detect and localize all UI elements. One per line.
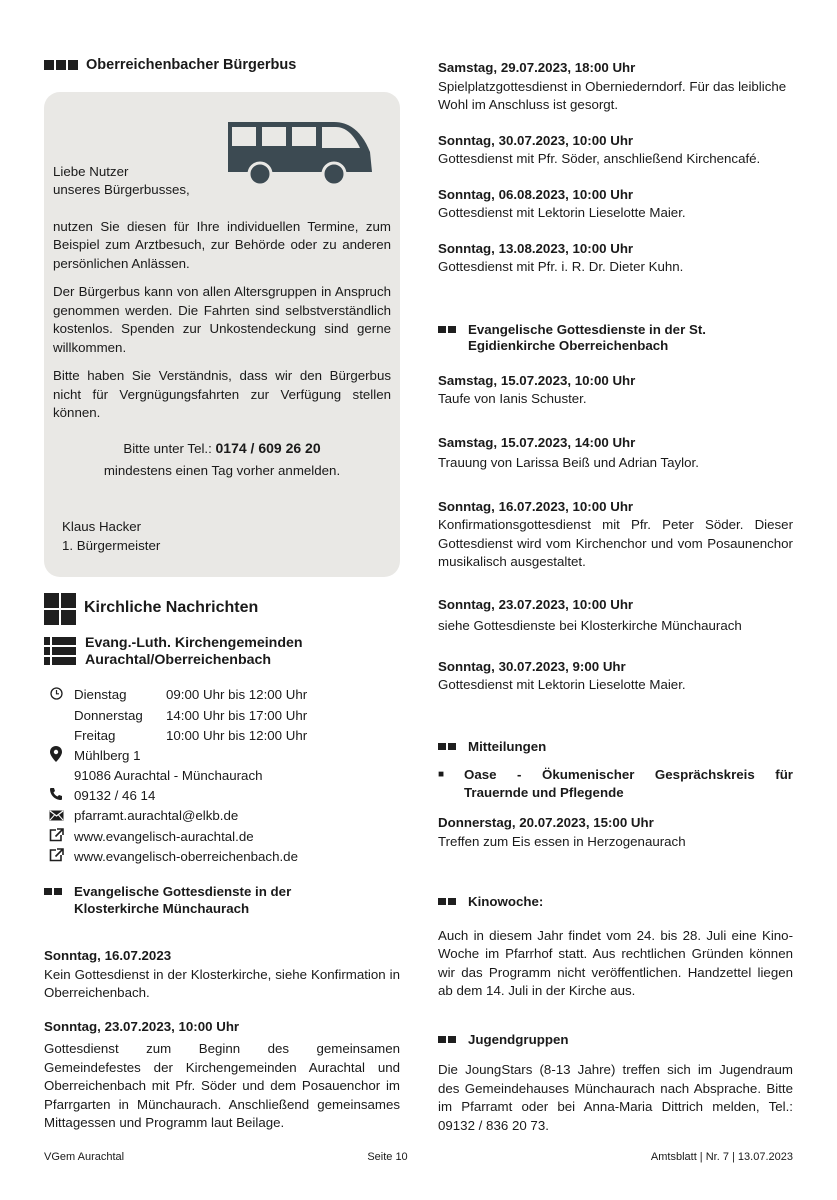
heading-marker-icon bbox=[438, 898, 456, 905]
kinowoche-heading: Kinowoche: bbox=[438, 894, 793, 911]
kloster-heading: Evangelische Gottesdienste in der Klosterkirche Münchaurach bbox=[44, 884, 400, 917]
buergerbus-box bbox=[44, 92, 400, 577]
mitteilungen-bullet: ■ Oase - Ökumenischer Gesprächskreis für Trauernde und Pflegende bbox=[438, 767, 793, 800]
egidien-event: Samstag, 15.07.2023, 10:00 Uhr Taufe von Ianis Schuster. bbox=[438, 372, 636, 406]
buergerbus-paragraph-1: nutzen Sie diesen für Ihre individuellen Termine, zum Beispiel zum Arztbesuch, zur Behörde oder zu anderen persönlichen Anlässen. bbox=[53, 218, 391, 271]
heading-marker-icon bbox=[438, 1036, 456, 1043]
kirche-heading: Kirchliche Nachrichten bbox=[44, 593, 400, 625]
page-number: Seite 10 bbox=[367, 1151, 408, 1163]
call-suffix: mindestens einen Tag vorher anmelden. bbox=[103, 462, 341, 478]
event: Sonntag, 30.07.2023, 10:00 Uhr Gottesdienst mit Pfr. Söder, anschließend Kirchencafé. bbox=[438, 132, 761, 166]
kloster-event: Sonntag, 16.07.2023 Kein Gottesdienst in der Klosterkirche, siehe Konfirmation in Oberreichenbach. bbox=[44, 948, 400, 1001]
address-row: Mühlberg 1 bbox=[46, 746, 400, 766]
signer-name: Klaus Hacker bbox=[62, 518, 142, 534]
location-pin-icon bbox=[46, 746, 66, 767]
signer-title: 1. Bürgermeister bbox=[62, 537, 161, 553]
phone-icon bbox=[46, 787, 66, 806]
hours-row: Freitag 10:00 Uhr bis 12:00 Uhr bbox=[74, 727, 308, 743]
email-link[interactable]: pfarramt.aurachtal@elkb.de bbox=[74, 808, 239, 824]
mitteilungen-event: Donnerstag, 20.07.2023, 15:00 Uhr Treffen zum Eis essen in Herzogenaurach bbox=[438, 815, 686, 849]
egidien-heading: Evangelische Gottesdienste in der St. Egidienkirche Oberreichenbach bbox=[438, 322, 793, 355]
greeting-line-2: unseres Bürgerbusses, bbox=[53, 182, 190, 197]
contact-block bbox=[46, 686, 400, 868]
jugend-heading: Jugendgruppen bbox=[438, 1032, 793, 1049]
buergerbus-paragraph-3: Bitte haben Sie Verständnis, dass wir den Bürgerbus nicht für Vergnügungsfahrten zur Verfügung stellen können. bbox=[53, 368, 391, 420]
web-row bbox=[46, 827, 400, 847]
heading-marker-icon bbox=[44, 888, 62, 895]
bullet-icon: ■ bbox=[438, 769, 445, 780]
heading-marker-icon bbox=[438, 743, 456, 750]
footer-left: VGem Aurachtal bbox=[44, 1151, 125, 1163]
phone-row: 09132 / 46 14 bbox=[46, 786, 400, 806]
grid-icon bbox=[44, 593, 76, 625]
event: Sonntag, 13.08.2023, 10:00 Uhr Gottesdienst mit Pfr. i. R. Dr. Dieter Kuhn. bbox=[438, 240, 684, 274]
heading-marker-icon bbox=[438, 326, 456, 333]
egidien-event: Samstag, 15.07.2023, 14:00 Uhr Trauung von Larissa Beiß und Adrian Taylor. bbox=[438, 434, 699, 470]
kloster-event: Sonntag, 23.07.2023, 10:00 Uhr Gottesdienst zum Beginn des gemeinsamen Gemeindefestes der Kirchengemeinden Aurachtal und Oberreichenbach mit Pfr. Söder und dem Posauenchor im Pfarrgarten in Münchaurach. Anschließend gemeinsames Mittagessen und Programm laut Beilage. bbox=[44, 1018, 400, 1131]
mitteilungen-heading: Mitteilungen bbox=[438, 739, 793, 756]
event: Sonntag, 06.08.2023, 10:00 Uhr Gottesdienst mit Lektorin Lieselotte Maier. bbox=[438, 186, 686, 220]
gemeinde-heading: Evang.-Luth. Kirchengemeinden Aurachtal/Oberreichenbach bbox=[44, 635, 400, 670]
egidien-event: Sonntag, 23.07.2023, 10:00 Uhr siehe Gottesdienste bei Klosterkirche Münchaurach bbox=[438, 596, 742, 633]
bus-icon bbox=[222, 118, 374, 186]
website-link-2[interactable]: www.evangelisch-oberreichenbach.de bbox=[74, 848, 298, 864]
heading-marker-icon bbox=[44, 60, 78, 70]
page-footer bbox=[44, 1148, 793, 1167]
envelope-icon bbox=[46, 807, 66, 826]
egidien-event: Sonntag, 30.07.2023, 9:00 Uhr Gottesdienst mit Lektorin Lieselotte Maier. bbox=[438, 658, 686, 692]
external-link-icon bbox=[46, 828, 66, 847]
address-row-2: 91086 Aurachtal - Münchaurach bbox=[74, 768, 263, 784]
right-column bbox=[438, 59, 793, 1135]
website-link-1[interactable]: www.evangelisch-aurachtal.de bbox=[74, 828, 254, 844]
egidien-event: Sonntag, 16.07.2023, 10:00 Uhr Konfirmationsgottesdienst mit Pfr. Peter Söder. Dieser Gottesdienst wird vom Kirchenchor und vom Posaunenchor musikalisch ausgestaltet. bbox=[438, 498, 793, 569]
buergerbus-paragraph-2: Der Bürgerbus kann von allen Altersgruppen in Anspruch genommen werden. Die Fahrten sind selbstverständlich kostenlos. Spenden zur Unkostendeckung sind gerne willkommen. bbox=[53, 284, 391, 355]
footer-right: Amtsblatt | Nr. 7 | 13.07.2023 bbox=[650, 1151, 793, 1163]
web-row bbox=[46, 847, 400, 867]
list-icon bbox=[44, 637, 76, 665]
left-column bbox=[44, 56, 400, 1133]
jugend-text: Die JoungStars (8-13 Jahre) treffen sich im Jugendraum des Gemeindehauses Münchaurach nach Absprache. Bitte im Pfarramt oder bei Anna-Maria Dittrich melden, Tel.: 09132 / 836 20 73. bbox=[438, 1062, 793, 1133]
event: Samstag, 29.07.2023, 18:00 Uhr Spielplatzgottesdienst in Oberniederndorf. Für das leibliche Wohl im Anschluss ist gesorgt. bbox=[438, 60, 787, 112]
external-link-icon bbox=[46, 848, 66, 867]
greeting-line-1: Liebe Nutzer bbox=[53, 163, 129, 179]
bus-phone: 0174 / 609 26 20 bbox=[215, 439, 321, 456]
hours-row: Donnerstag 14:00 Uhr bis 17:00 Uhr bbox=[74, 707, 308, 723]
buergerbus-heading: Oberreichenbacher Bürgerbus bbox=[44, 56, 400, 75]
kinowoche-text: Auch in diesem Jahr findet vom 24. bis 28. Juli eine Kino-Woche im Pfarrhof statt. Aus rechtlichen Gründen können wir das Programm nicht veröffentlichen. Handzettel liegen ab dem 14. Juli in der Kirche aus. bbox=[438, 927, 793, 998]
email-row bbox=[46, 807, 400, 827]
clock-icon bbox=[46, 686, 66, 705]
call-line: Bitte unter Tel.: 0174 / 609 26 20 bbox=[123, 439, 321, 456]
hours-row: Dienstag 09:00 Uhr bis 12:00 Uhr bbox=[46, 686, 400, 706]
